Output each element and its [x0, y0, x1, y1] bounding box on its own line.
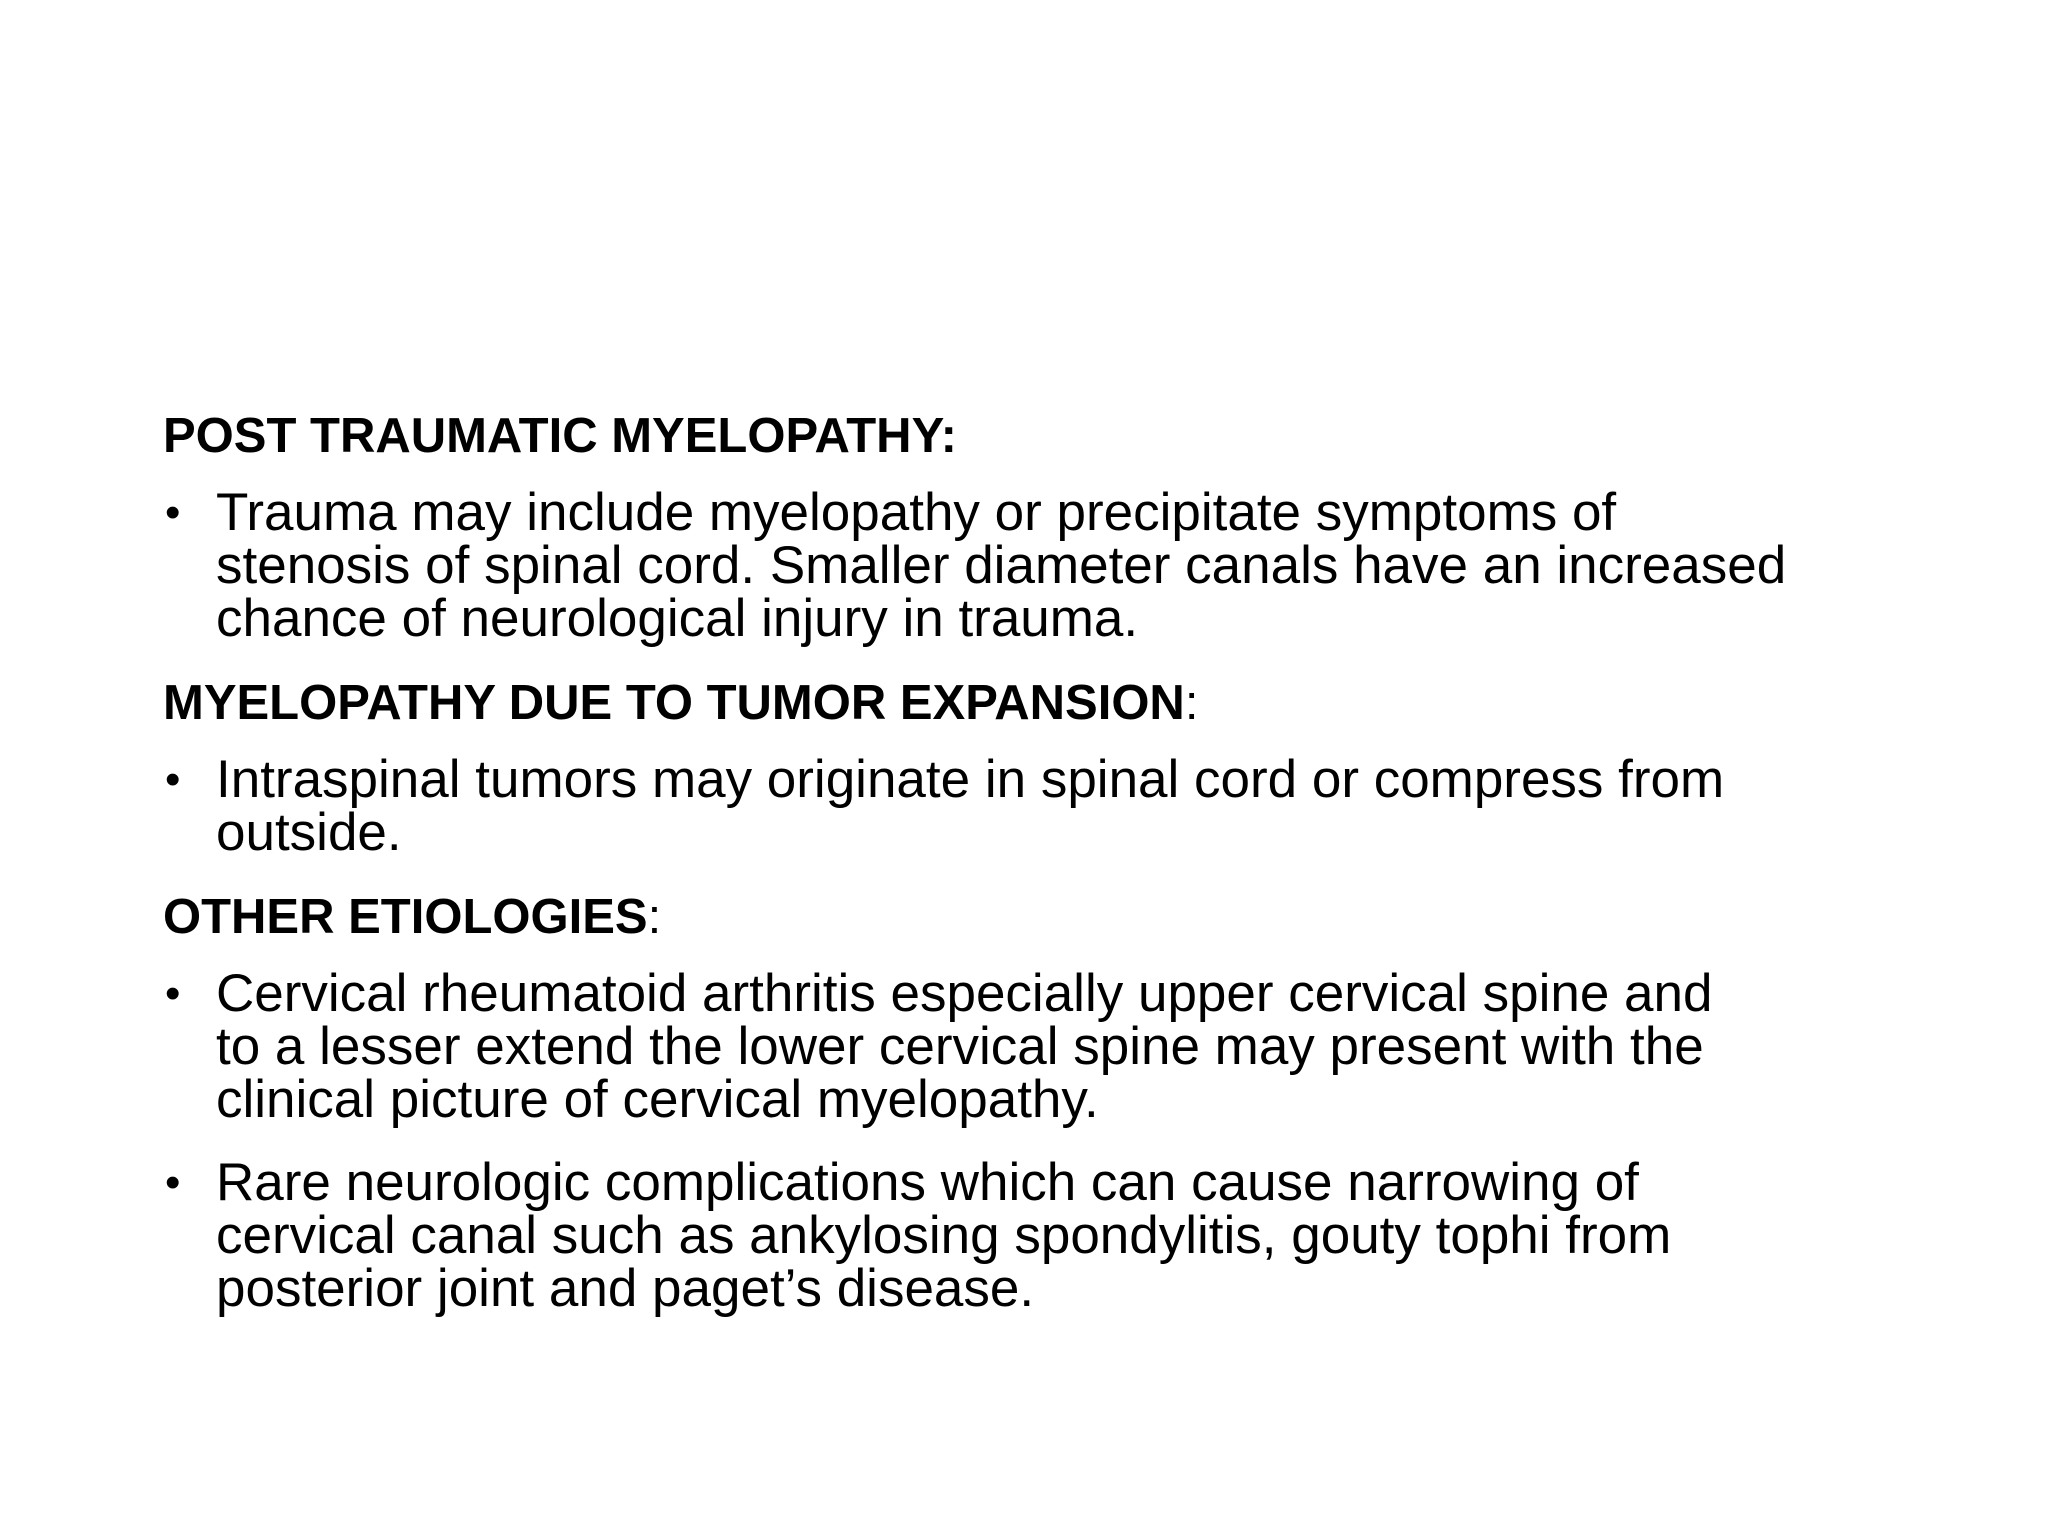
section-heading-post-traumatic: POST TRAUMATIC MYELOPATHY: [163, 409, 957, 463]
section-heading-other-etiologies: OTHER ETIOLOGIES: [163, 890, 662, 944]
bullet-line: Intraspinal tumors may originate in spinal cord or compress from [216, 750, 1725, 809]
bullet-item [163, 964, 1923, 1129]
bullet-line: Rare neurologic complications which can cause narrowing of [216, 1153, 1639, 1212]
bullet-icon: • [165, 755, 181, 804]
bullet-item [163, 1153, 1923, 1318]
bullet-item [163, 483, 1923, 648]
slide-body [163, 408, 1923, 1345]
bullet-icon: • [165, 488, 181, 537]
bullet-icon: • [165, 1158, 181, 1207]
bullet-line: cervical canal such as ankylosing spondylitis, gouty tophi from [216, 1206, 1672, 1265]
bullet-item [163, 750, 1923, 862]
bullet-line: outside. [216, 803, 402, 862]
bullet-line: posterior joint and paget’s disease. [216, 1259, 1035, 1318]
section-heading-tumor-expansion: MYELOPATHY DUE TO TUMOR EXPANSION: [163, 676, 1199, 730]
bullet-icon: • [165, 969, 181, 1018]
bullet-line: chance of neurological injury in trauma. [216, 589, 1139, 648]
bullet-line: Trauma may include myelopathy or precipitate symptoms of [216, 483, 1617, 542]
bullet-line: Cervical rheumatoid arthritis especially upper cervical spine and [216, 964, 1713, 1023]
bullet-line: to a lesser extend the lower cervical spine may present with the [216, 1017, 1704, 1076]
bullet-line: clinical picture of cervical myelopathy. [216, 1070, 1099, 1129]
bullet-line: stenosis of spinal cord. Smaller diameter canals have an increased [216, 536, 1787, 595]
